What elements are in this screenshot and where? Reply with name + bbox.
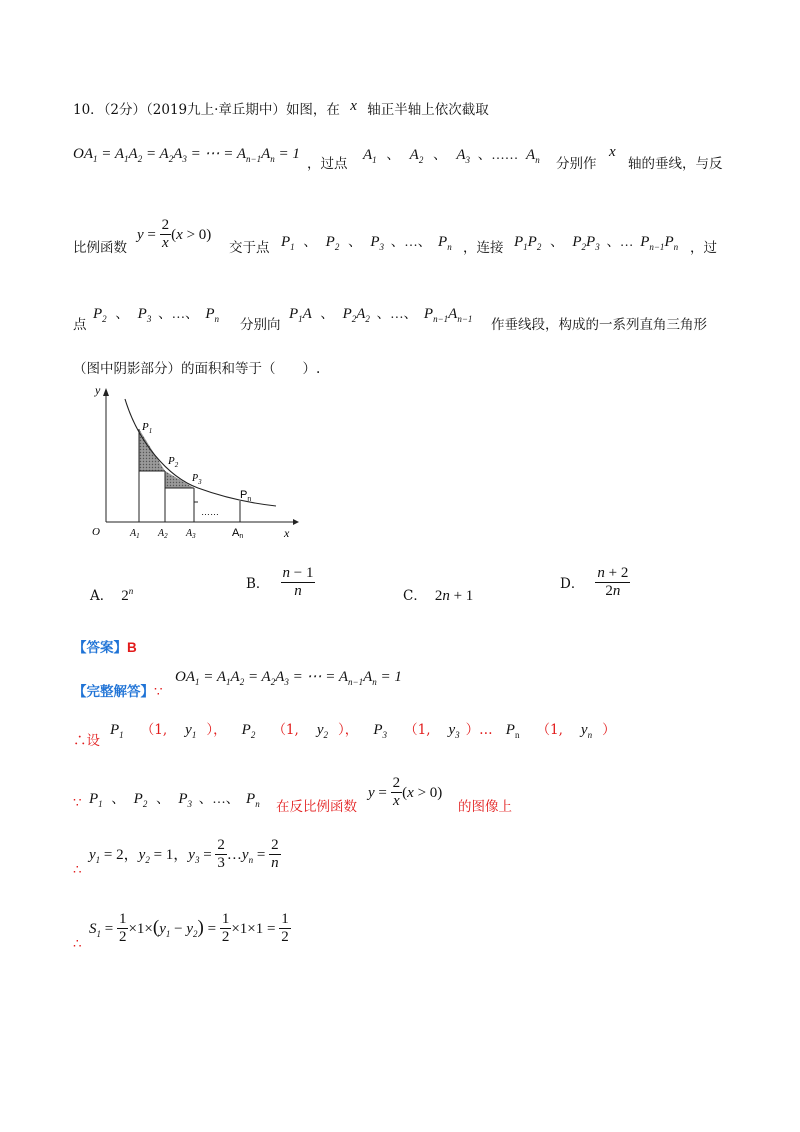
answer-line <box>73 636 137 656</box>
svg-text:An: An <box>232 527 244 540</box>
y-values: $y_1 = 2$，$y_2 = 1$，$y_3$ = $\frac{2}{3}$ $\dots y_n$ = $\frac{2}{n}$ <box>89 837 279 871</box>
origin-label: O <box>92 526 100 538</box>
figure-dots: …… <box>201 507 219 517</box>
area-formula: $S_1$ = $\frac{1}{2}$ $\times 1\times(y_1 - y_2)$ = $\frac{1}{2}$ ×1×1 = $\frac{1}{2}$ <box>89 911 289 945</box>
segment-equation: $OA_1 = A_1A_2 = A_2A_3$ = ⋯ = $A_{n-1}A_n = 1$ <box>73 146 300 164</box>
svg-text:P1: $P_1$ <box>142 421 153 435</box>
svg-text:P2: $P_2$ <box>168 455 179 469</box>
question-line-1: 10．（2分）（2019九上·章丘期中）如图，在 x 轴正半轴上依次截取 <box>73 98 489 118</box>
option-a[interactable]: A． 2$^n$ <box>90 586 134 604</box>
solution-label-line: 【完整解答】∵ <box>73 684 163 700</box>
question-number: 10． <box>73 102 104 118</box>
solution-label: 【完整解答】 <box>73 684 154 700</box>
question-line-5: （图中阴影部分）的面积和等于（ ）. <box>73 361 321 377</box>
answer-value: B <box>127 640 137 655</box>
triangle-2 <box>165 471 194 488</box>
question-score: （2分） <box>103 102 147 118</box>
svg-text:A1: $A_1$ <box>130 528 140 540</box>
svg-text:A3: $A_3$ <box>186 528 196 540</box>
answer-label: 【答案】 <box>73 640 127 656</box>
inverse-function: y = $\frac{2}{x}$ (x > 0) <box>137 217 212 251</box>
option-d[interactable]: D． $\frac{n + 2}{2n}$ <box>560 565 629 599</box>
y-axis-label: y <box>95 383 101 397</box>
svg-text:Pn: $P_n$ <box>240 489 252 503</box>
triangle-1 <box>139 429 165 471</box>
question-line-2 <box>73 143 300 164</box>
option-b[interactable]: B． $\frac{n - 1}{n}$ <box>246 565 314 599</box>
x-axis-label: x <box>284 526 290 540</box>
points-coordinates: $P_1$ （1, $y_1$ ）， $P_2$ （1, $y_2$ ）， $P_3$ （1, $y_3$ ）… $P_n$ （1, $y_n$ ） <box>110 722 616 740</box>
svg-text:P3: $P_3$ <box>192 473 202 486</box>
question-source: （2019九上·章丘期中） <box>146 102 286 118</box>
option-c[interactable]: C． 2n + 1 <box>403 588 474 604</box>
svg-text:A2: $A_2$ <box>158 528 168 540</box>
hyperbola-figure <box>88 382 303 542</box>
